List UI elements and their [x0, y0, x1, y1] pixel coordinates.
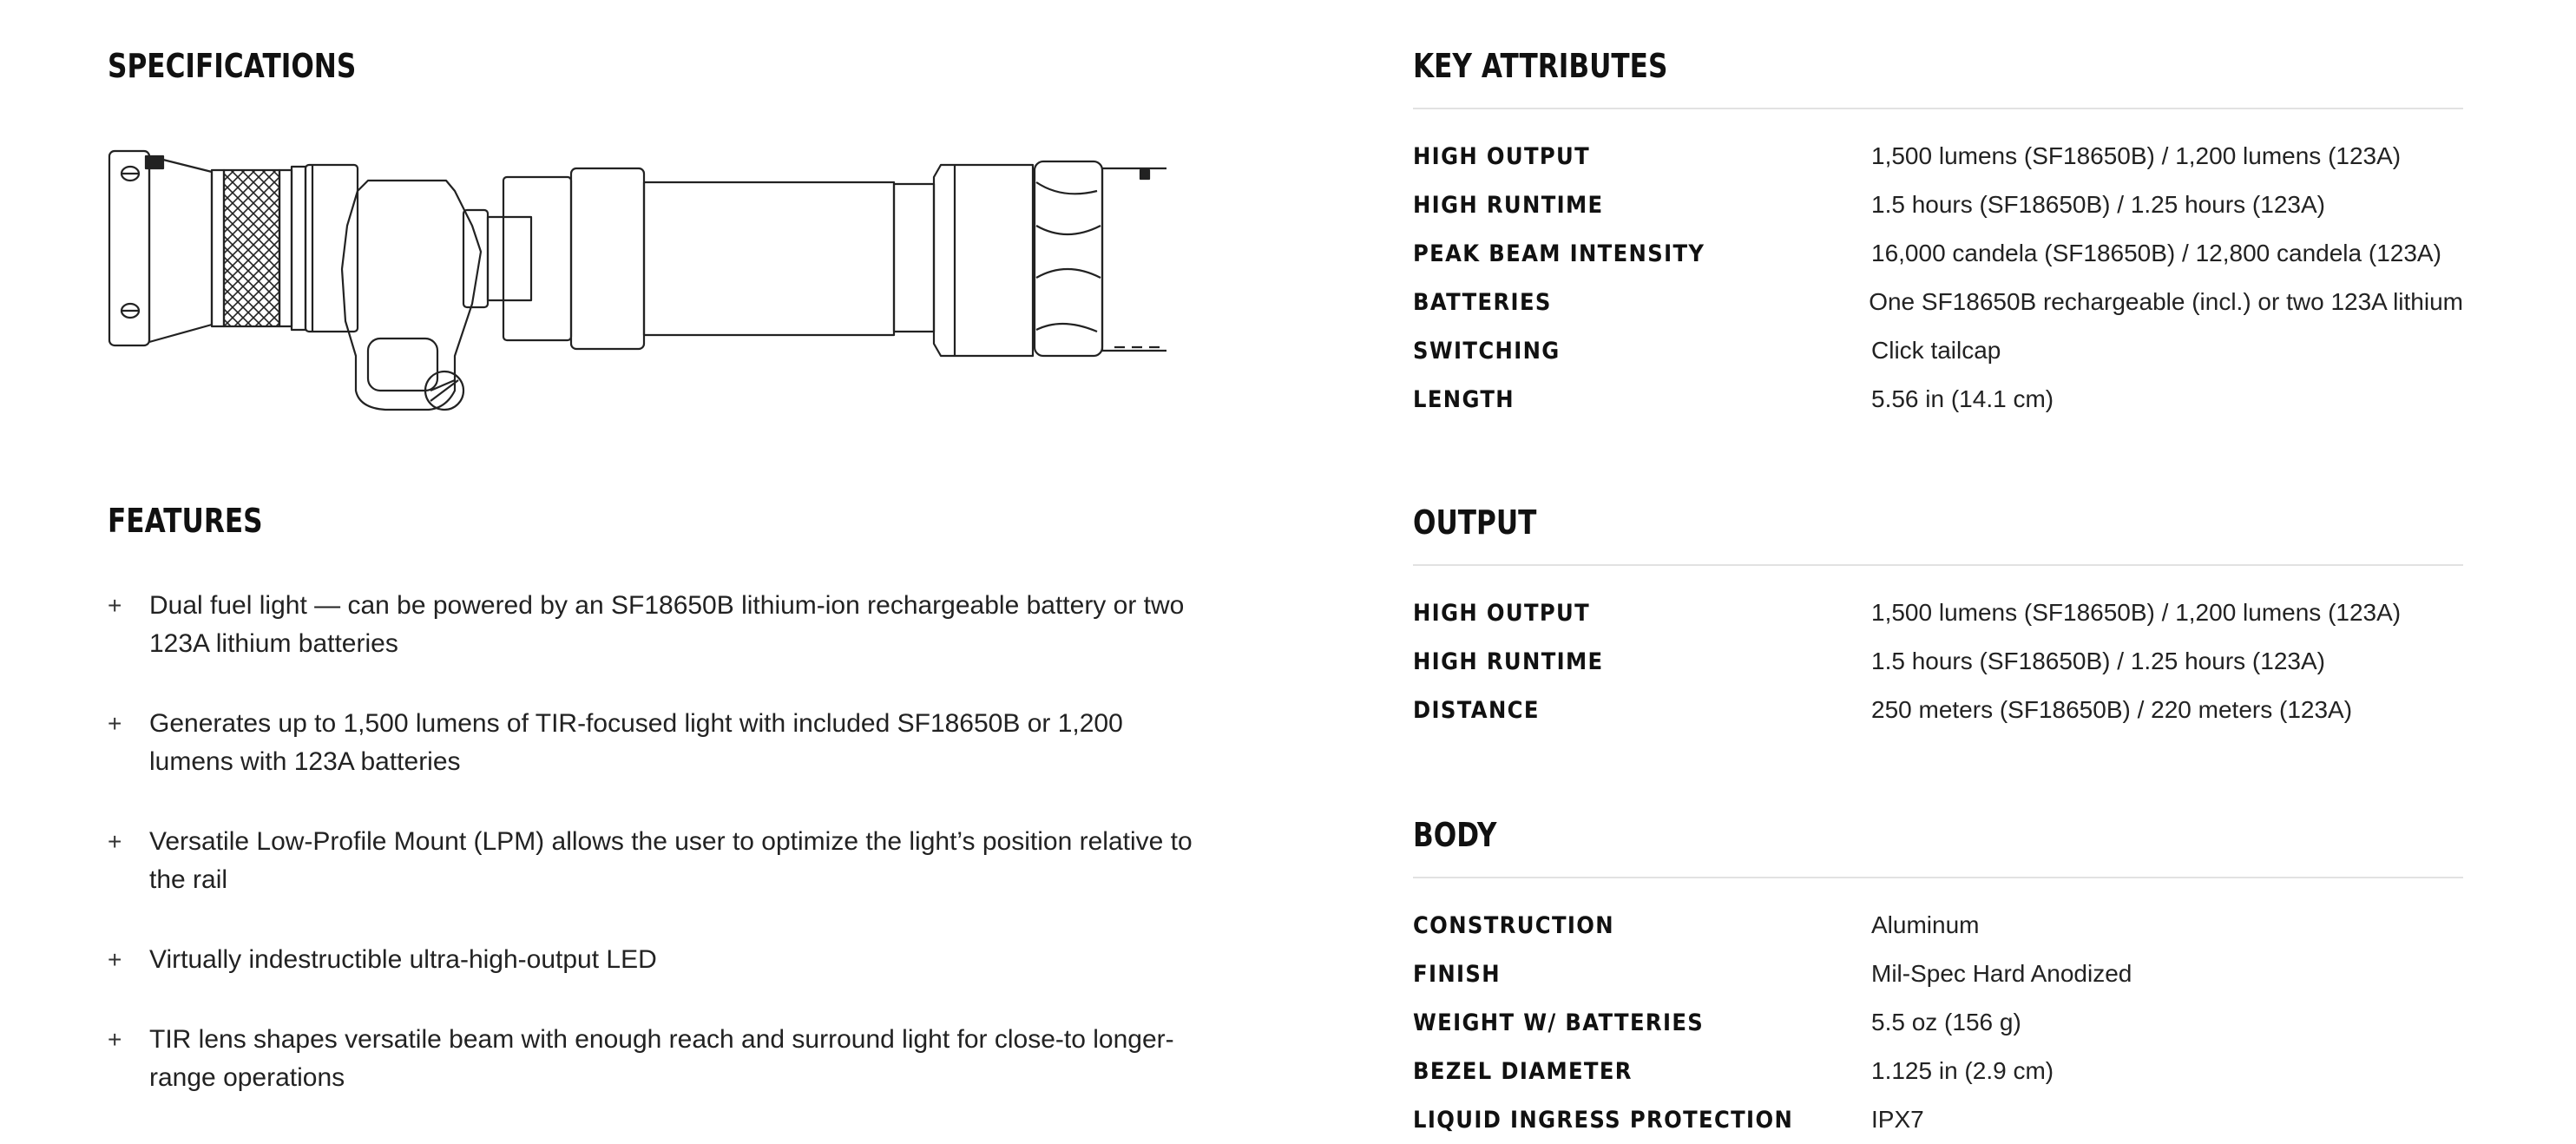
output-table — [1413, 588, 2463, 734]
attribute-value: 5.56 in (14.1 cm) — [1871, 385, 2054, 412]
list-item — [108, 1021, 1193, 1097]
attribute-value: 5.5 oz (156 g) — [1871, 1009, 2021, 1036]
key-attributes-title: KEY ATTRIBUTES — [1413, 47, 1668, 85]
feature-text: Dual fuel light — can be powered by an SF18650B lithium-ion rechargeable battery or two 123A lithium batteries — [149, 591, 1185, 658]
table-row — [1413, 950, 2463, 998]
attribute-label: BEZEL DIAMETER — [1413, 1057, 1633, 1085]
feature-text: Generates up to 1,500 lumens of TIR-focused light with included SF18650B or 1,200 lumens with 123A batteries — [149, 709, 1123, 776]
table-row — [1413, 588, 2463, 637]
attribute-label: LENGTH — [1413, 385, 1515, 413]
plus-icon: + — [108, 1026, 122, 1053]
features-list — [108, 587, 1193, 1139]
attribute-label: HIGH RUNTIME — [1413, 648, 1604, 675]
attribute-value: IPX7 — [1871, 1106, 1924, 1133]
section-header — [1413, 503, 2463, 566]
key-attributes-section — [1413, 47, 2463, 424]
plus-icon: + — [108, 828, 122, 855]
feature-text: Versatile Low-Profile Mount (LPM) allows the user to optimize the light’s position relative to the rail — [149, 827, 1193, 894]
attribute-value: One SF18650B rechargeable (incl.) or two 123A lithium — [1869, 288, 2463, 315]
list-item — [108, 823, 1193, 899]
table-row — [1413, 901, 2463, 950]
table-row — [1413, 998, 2463, 1047]
feature-text: Virtually indestructible ultra-high-output LED — [149, 945, 657, 974]
table-row — [1413, 181, 2463, 229]
attribute-label: LIQUID INGRESS PROTECTION — [1413, 1106, 1794, 1134]
attribute-label: HIGH OUTPUT — [1413, 142, 1591, 170]
attribute-label: WEIGHT W/ BATTERIES — [1413, 1009, 1705, 1036]
attribute-value: 1.5 hours (SF18650B) / 1.25 hours (123A) — [1871, 648, 2325, 674]
plus-icon: + — [108, 946, 122, 973]
list-item — [108, 705, 1193, 781]
attribute-value: 250 meters (SF18650B) / 220 meters (123A) — [1871, 696, 2353, 723]
key-attributes-table — [1413, 132, 2463, 424]
table-row — [1413, 686, 2463, 734]
specifications-title: SPECIFICATIONS — [108, 47, 357, 85]
attribute-value: 16,000 candela (SF18650B) / 12,800 candela (123A) — [1871, 240, 2441, 266]
plus-icon: + — [108, 710, 122, 737]
body-title: BODY — [1413, 816, 1497, 854]
plus-icon: + — [108, 592, 122, 619]
features-title: FEATURES — [108, 502, 263, 540]
attribute-label: HIGH OUTPUT — [1413, 599, 1591, 627]
table-row — [1413, 326, 2463, 375]
attribute-value: Mil-Spec Hard Anodized — [1871, 960, 2132, 987]
table-row — [1413, 375, 2463, 424]
attribute-label: BATTERIES — [1413, 288, 1552, 316]
output-title: OUTPUT — [1413, 503, 1537, 542]
list-item — [108, 941, 1193, 979]
attribute-value: 1.125 in (2.9 cm) — [1871, 1057, 2054, 1084]
table-row — [1413, 278, 2463, 326]
table-row — [1413, 1095, 2463, 1144]
section-header — [1413, 47, 2463, 109]
attribute-value: 1,500 lumens (SF18650B) / 1,200 lumens (123A) — [1871, 142, 2402, 169]
attribute-label: FINISH — [1413, 960, 1501, 988]
attribute-label: SWITCHING — [1413, 337, 1561, 365]
output-section — [1413, 503, 2463, 734]
table-row — [1413, 637, 2463, 686]
attribute-value: Aluminum — [1871, 911, 1980, 938]
body-table — [1413, 901, 2463, 1144]
list-item — [108, 587, 1193, 663]
attribute-label: HIGH RUNTIME — [1413, 191, 1604, 219]
feature-text: TIR lens shapes versatile beam with enough reach and surround light for close-to longer-range operations — [149, 1025, 1174, 1092]
attribute-value: Click tailcap — [1871, 337, 2001, 364]
body-section — [1413, 816, 2463, 1144]
attribute-label: PEAK BEAM INTENSITY — [1413, 240, 1705, 267]
flashlight-line-drawing — [108, 130, 1166, 425]
attribute-value: 1.5 hours (SF18650B) / 1.25 hours (123A) — [1871, 191, 2325, 218]
attribute-label: CONSTRUCTION — [1413, 911, 1615, 939]
attribute-value: 1,500 lumens (SF18650B) / 1,200 lumens (123A) — [1871, 599, 2402, 626]
table-row — [1413, 229, 2463, 278]
attribute-label: DISTANCE — [1413, 696, 1540, 724]
table-row — [1413, 1047, 2463, 1095]
section-header — [1413, 816, 2463, 878]
table-row — [1413, 132, 2463, 181]
